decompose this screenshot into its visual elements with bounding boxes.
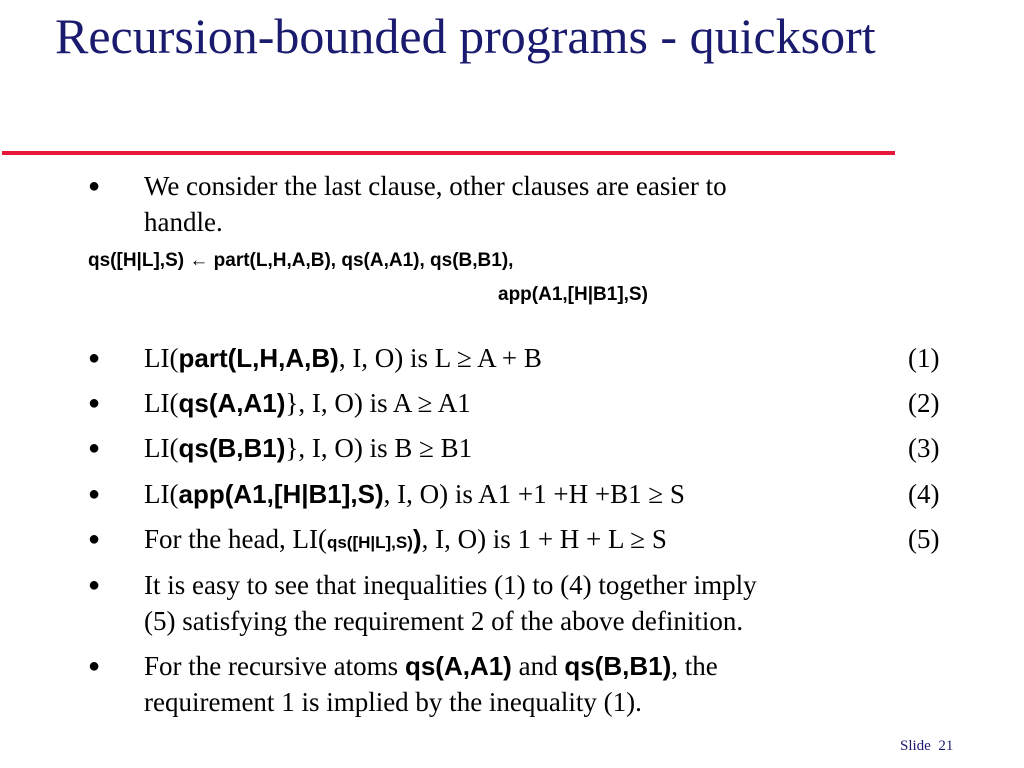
bullet-icon: ● <box>88 483 101 505</box>
head-row <box>144 521 667 561</box>
slide-label: Slide <box>900 738 931 754</box>
bullet-icon: ● <box>88 574 101 596</box>
li-prefix: LI( <box>144 388 179 418</box>
bullet-icon: ● <box>88 175 101 197</box>
clause-body-2: app(A1,[H|B1],S) <box>498 284 648 305</box>
head-suffix: , I, O) is 1 + H + L ≥ S <box>421 524 667 554</box>
bullet-icon: ● <box>88 437 101 459</box>
bullet-icon: ● <box>88 347 101 369</box>
intro-line-1: We consider the last clause, other clauses are easier to <box>144 171 727 201</box>
title-underline <box>2 151 895 155</box>
li-suffix: , I, O) is A1 +1 +H +B1 ≥ S <box>383 479 685 509</box>
li-prefix: LI( <box>144 433 179 463</box>
head-prefix: For the head, LI( <box>144 524 327 554</box>
li-row-3 <box>144 430 472 466</box>
bullet-icon: ● <box>88 655 101 677</box>
li-number-3: (3) <box>908 433 940 463</box>
recursive-atom-2: qs(B,B1) <box>564 651 672 681</box>
bullet-icon: ● <box>88 392 101 414</box>
recursive-line-1 <box>144 648 718 684</box>
li-suffix: , I, O) is L ≥ A + B <box>338 343 542 373</box>
li-atom: part(L,H,A,B) <box>178 343 339 373</box>
bullet-icon: ● <box>88 528 101 550</box>
li-atom: qs(B,B1) <box>178 433 286 463</box>
li-suffix: }, I, O) is B ≥ B1 <box>285 433 473 463</box>
li-number-2: (2) <box>908 388 940 418</box>
li-row-4 <box>144 476 685 512</box>
li-prefix: LI( <box>144 343 179 373</box>
li-number-1: (1) <box>908 343 940 373</box>
intro-line-2: handle. <box>144 207 223 237</box>
li-row-1 <box>144 340 542 376</box>
clause-head: qs([H|L],S) <box>88 250 185 271</box>
head-paren: ) <box>412 524 422 554</box>
head-number: (5) <box>908 524 940 554</box>
easy-line-2: (5) satisfying the requirement 2 of the above definition. <box>144 606 744 636</box>
li-atom: qs(A,A1) <box>178 388 286 418</box>
slide-number <box>900 738 953 755</box>
recursive-mid: and <box>511 651 565 681</box>
li-number-4: (4) <box>908 479 940 509</box>
li-atom: app(A1,[H|B1],S) <box>178 479 384 509</box>
recursive-line-2: requirement 1 is implied by the inequality (1). <box>144 687 642 717</box>
li-prefix: LI( <box>144 479 179 509</box>
recursive-atom-1: qs(A,A1) <box>404 651 512 681</box>
slide-title: Recursion-bounded programs - quicksort <box>55 8 876 64</box>
head-atom: qs([H|L],S) <box>326 533 413 552</box>
li-row-2 <box>144 385 471 421</box>
easy-line-1: It is easy to see that inequalities (1) to (4) together imply <box>144 570 757 600</box>
recursive-post: , the <box>671 651 718 681</box>
recursive-pre: For the recursive atoms <box>144 651 405 681</box>
clause-body-1: part(L,H,A,B), qs(A,A1), qs(B,B1), <box>213 250 514 271</box>
left-arrow-icon: ← <box>189 250 209 271</box>
clause-line-1 <box>88 249 513 273</box>
slide-number-value: 21 <box>938 738 954 754</box>
li-suffix: }, I, O) is A ≥ A1 <box>285 388 471 418</box>
